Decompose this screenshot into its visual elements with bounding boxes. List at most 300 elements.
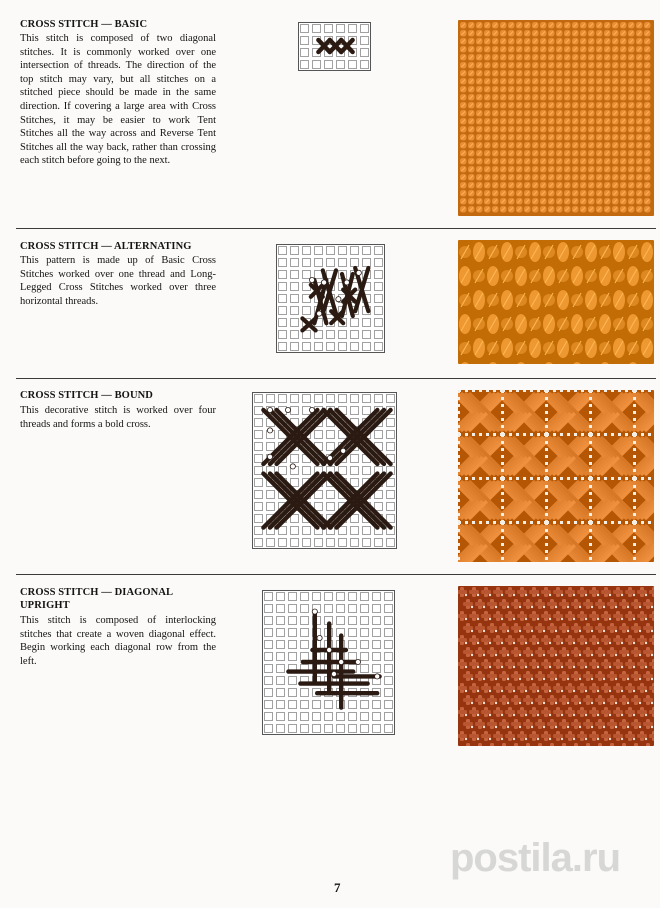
canvas-hole xyxy=(579,726,581,728)
canvas-hole xyxy=(585,594,587,596)
canvas-hole xyxy=(574,477,577,480)
canvas-hole xyxy=(589,390,592,393)
stitch-strand xyxy=(529,614,539,618)
stitch-strand xyxy=(458,686,467,690)
canvas-hole xyxy=(604,521,607,524)
canvas-hole xyxy=(525,666,527,668)
canvas-hole xyxy=(545,425,548,428)
stitch-strand xyxy=(493,638,503,642)
canvas-hole xyxy=(633,462,636,465)
canvas-hole xyxy=(589,478,592,481)
stitch-strand xyxy=(469,734,479,738)
canvas-hole xyxy=(621,618,623,620)
stitch-strand xyxy=(643,698,653,702)
canvas-hole xyxy=(509,521,512,524)
stitch-strand xyxy=(571,674,581,678)
canvas-hole xyxy=(597,714,599,716)
canvas-hole xyxy=(615,654,617,656)
stitch-strand xyxy=(583,698,593,702)
canvas-hole xyxy=(458,441,460,444)
stitch-strand xyxy=(541,686,551,690)
canvas-hole xyxy=(545,536,548,539)
canvas-hole xyxy=(458,411,460,414)
canvas-hole xyxy=(581,521,584,524)
stitch-strand xyxy=(619,650,629,654)
canvas-hole xyxy=(489,690,491,692)
canvas-hole xyxy=(545,448,548,451)
canvas-hole xyxy=(567,433,570,436)
stitch-strand xyxy=(487,626,497,630)
canvas-hole xyxy=(545,478,548,481)
canvas-hole xyxy=(625,477,628,480)
canvas-hole xyxy=(509,477,512,480)
stitch-strand xyxy=(535,602,545,606)
canvas-hole xyxy=(486,390,489,392)
stitch-strand xyxy=(499,674,509,678)
canvas-hole xyxy=(525,690,527,692)
stitch-strand xyxy=(541,734,551,738)
stitch-strand xyxy=(553,686,563,690)
stitch-strand xyxy=(493,590,503,594)
stitch-strand xyxy=(541,638,551,642)
canvas-hole xyxy=(545,513,548,516)
section-description: This decorative stitch is worked over four threads and forms a bold cross. xyxy=(20,405,216,430)
hole-marker xyxy=(336,297,341,302)
canvas-hole xyxy=(493,390,496,392)
canvas-hole xyxy=(611,477,614,480)
canvas-hole xyxy=(645,594,647,596)
stitch-strand xyxy=(469,614,479,618)
stitch-strand xyxy=(550,743,554,746)
canvas-hole xyxy=(585,618,587,620)
canvas-hole xyxy=(574,390,577,392)
canvas-hole xyxy=(609,594,611,596)
canvas-hole xyxy=(549,690,551,692)
stitch-strand xyxy=(595,650,605,654)
stitch-strand xyxy=(619,602,629,606)
canvas-hole xyxy=(477,690,479,692)
canvas-hole xyxy=(591,678,593,680)
canvas-hole xyxy=(493,433,496,436)
canvas-hole xyxy=(519,606,521,608)
canvas-hole xyxy=(458,455,460,458)
stitch-strand xyxy=(607,698,617,702)
stitch-strand xyxy=(526,743,530,746)
canvas-hole xyxy=(574,521,577,524)
section-description: This stitch is composed of interlocking stitches that create a woven diagonal effect. Begin working each diagonal row from the left. xyxy=(20,615,216,667)
canvas-hole xyxy=(589,469,592,472)
canvas-hole xyxy=(501,434,504,437)
hole-marker xyxy=(309,277,314,282)
stitch-strand xyxy=(490,743,494,746)
canvas-hole xyxy=(545,506,548,509)
stitch-strand xyxy=(517,662,527,666)
stitch-strand xyxy=(565,734,575,738)
canvas-hole xyxy=(597,642,599,644)
canvas-hole xyxy=(537,738,539,740)
stitch-strand xyxy=(523,626,533,630)
stitch-strand xyxy=(619,674,629,678)
canvas-hole xyxy=(545,397,548,400)
canvas-hole xyxy=(604,477,607,480)
canvas-hole xyxy=(479,433,482,436)
stitch-strand xyxy=(649,590,654,594)
stitch-strand xyxy=(631,698,641,702)
canvas-hole xyxy=(633,455,636,458)
canvas-hole xyxy=(561,738,563,740)
stitch-strand xyxy=(559,626,569,630)
canvas-hole xyxy=(501,492,504,495)
stitch-strand xyxy=(577,734,587,738)
canvas-hole xyxy=(589,448,592,451)
canvas-hole xyxy=(589,513,592,516)
canvas-hole xyxy=(525,594,527,596)
canvas-hole xyxy=(553,433,556,436)
stitch-strand xyxy=(553,614,563,618)
canvas-hole xyxy=(501,462,504,465)
canvas-hole xyxy=(465,738,467,740)
hole-marker xyxy=(285,407,290,412)
canvas-hole xyxy=(597,618,599,620)
stitch-strand xyxy=(505,590,515,594)
stitch-strand xyxy=(529,710,539,714)
canvas-hole xyxy=(573,618,575,620)
canvas-hole xyxy=(537,714,539,716)
canvas-hole xyxy=(545,418,548,421)
canvas-hole xyxy=(471,654,473,656)
canvas-hole xyxy=(609,618,611,620)
canvas-hole xyxy=(579,630,581,632)
stitch-strand xyxy=(571,698,581,702)
stitch-strand xyxy=(475,674,485,678)
canvas-hole xyxy=(495,726,497,728)
canvas-hole xyxy=(589,543,592,546)
canvas-hole xyxy=(509,390,512,392)
canvas-hole xyxy=(597,390,600,392)
stitch-strand xyxy=(613,734,623,738)
stitch-strand xyxy=(625,734,635,738)
canvas-hole xyxy=(633,550,636,553)
canvas-hole xyxy=(561,594,563,596)
stitch-strand xyxy=(547,602,557,606)
stitch-strand xyxy=(565,686,575,690)
canvas-hole xyxy=(545,441,548,444)
stitch-strand xyxy=(517,638,527,642)
canvas-hole xyxy=(523,390,526,392)
canvas-hole xyxy=(633,618,635,620)
stitch-strand xyxy=(511,674,521,678)
canvas-hole xyxy=(627,606,629,608)
canvas-hole xyxy=(621,594,623,596)
stitch-strand xyxy=(649,614,654,618)
canvas-hole xyxy=(633,536,636,539)
stitch-strand xyxy=(559,602,569,606)
canvas-hole xyxy=(641,390,644,392)
stitch-strand xyxy=(469,710,479,714)
stitch-strand xyxy=(649,638,654,642)
section-description: This stitch is composed of two diagonal stitches. It is commonly worked over one intersection of threads. The direction of the top stitch may vary, but all stitches on a stitched piece should be made in the same direction. If covering a large area with Cross Stitches, it may be easier to work Tent Stitches all the way across and Reverse Tent Stitches all the way back, rather than crossing each stitch before going to the next. xyxy=(20,33,216,167)
canvas-hole xyxy=(501,557,504,560)
stitch-strand xyxy=(559,722,569,726)
canvas-hole xyxy=(545,485,548,488)
canvas-hole xyxy=(603,702,605,704)
canvas-hole xyxy=(483,702,485,704)
canvas-hole xyxy=(458,543,460,546)
canvas-hole xyxy=(523,521,526,524)
canvas-hole xyxy=(519,726,521,728)
canvas-hole xyxy=(633,441,636,444)
stitch-strand xyxy=(505,638,515,642)
canvas-hole xyxy=(589,462,592,465)
canvas-hole xyxy=(567,606,569,608)
stitch-strand xyxy=(646,743,650,746)
canvas-hole xyxy=(501,618,503,620)
canvas-hole xyxy=(603,654,605,656)
stitch-strand xyxy=(589,614,599,618)
stitch-strand xyxy=(499,626,509,630)
canvas-hole xyxy=(648,477,651,480)
stitch-strand xyxy=(637,734,647,738)
canvas-hole xyxy=(545,469,548,472)
canvas-hole xyxy=(458,513,460,516)
stitch-strand xyxy=(493,662,503,666)
canvas-hole xyxy=(573,594,575,596)
stitch-strand xyxy=(595,674,605,678)
canvas-hole xyxy=(603,606,605,608)
stitch-strand xyxy=(511,626,521,630)
canvas-hole xyxy=(639,606,641,608)
canvas-hole xyxy=(589,492,592,495)
canvas-hole xyxy=(507,726,509,728)
stitch-strand xyxy=(541,662,551,666)
canvas-hole xyxy=(489,714,491,716)
canvas-hole xyxy=(501,478,504,481)
canvas-hole xyxy=(585,642,587,644)
stitch-strand xyxy=(589,734,599,738)
canvas-hole xyxy=(465,477,468,480)
canvas-hole xyxy=(589,441,592,444)
canvas-hole xyxy=(545,550,548,553)
canvas-hole xyxy=(604,433,607,436)
canvas-hole xyxy=(633,411,636,414)
stitch-strand xyxy=(637,638,647,642)
canvas-hole xyxy=(615,702,617,704)
hole-marker xyxy=(331,671,336,676)
stitch-strand xyxy=(547,650,557,654)
stitch-strand xyxy=(463,722,473,726)
canvas-hole xyxy=(609,738,611,740)
stitch-strand xyxy=(475,626,485,630)
stitch-strand xyxy=(505,734,515,738)
canvas-hole xyxy=(530,433,533,436)
canvas-hole xyxy=(589,404,592,407)
stitch-strand xyxy=(565,662,575,666)
stitch-strand xyxy=(607,626,617,630)
canvas-hole xyxy=(560,433,563,436)
stitch-strand xyxy=(571,626,581,630)
canvas-hole xyxy=(591,702,593,704)
canvas-hole xyxy=(458,557,460,560)
canvas-hole xyxy=(531,654,533,656)
stitch-strand xyxy=(481,686,491,690)
canvas-hole xyxy=(621,666,623,668)
canvas-hole xyxy=(627,630,629,632)
canvas-hole xyxy=(537,642,539,644)
stitch-strand xyxy=(577,590,587,594)
stitch-strand xyxy=(523,722,533,726)
canvas-hole xyxy=(633,690,635,692)
canvas-hole xyxy=(549,642,551,644)
stitch-strand xyxy=(478,743,482,746)
canvas-hole xyxy=(501,418,504,421)
section-title: CROSS STITCH — BOUND xyxy=(20,390,153,401)
canvas-hole xyxy=(633,557,636,560)
canvas-hole xyxy=(489,738,491,740)
stitch-strand xyxy=(643,722,653,726)
canvas-hole xyxy=(513,594,515,596)
canvas-hole xyxy=(589,529,592,532)
canvas-hole xyxy=(537,477,540,480)
canvas-hole xyxy=(591,726,593,728)
canvas-hole xyxy=(465,690,467,692)
stitch-strand xyxy=(571,602,581,606)
canvas-hole xyxy=(479,521,482,524)
canvas-hole xyxy=(477,738,479,740)
canvas-hole xyxy=(553,390,556,392)
canvas-hole xyxy=(519,630,521,632)
canvas-hole xyxy=(501,594,503,596)
canvas-hole xyxy=(609,690,611,692)
stitch-strand xyxy=(589,590,599,594)
canvas-hole xyxy=(513,714,515,716)
section-title: CROSS STITCH — BASIC xyxy=(20,19,148,30)
stitch-strand xyxy=(553,662,563,666)
canvas-hole xyxy=(513,690,515,692)
canvas-hole xyxy=(501,513,504,516)
canvas-hole xyxy=(501,485,504,488)
hole-marker xyxy=(312,609,317,614)
hole-marker xyxy=(267,428,272,433)
stitch-strand xyxy=(553,710,563,714)
canvas-hole xyxy=(545,543,548,546)
canvas-hole xyxy=(560,477,563,480)
canvas-hole xyxy=(501,390,504,393)
canvas-hole xyxy=(486,433,489,436)
canvas-hole xyxy=(501,550,504,553)
canvas-hole xyxy=(651,678,653,680)
canvas-hole xyxy=(615,678,617,680)
stitch-strand xyxy=(625,614,635,618)
stitch-strand xyxy=(493,734,503,738)
canvas-hole xyxy=(458,390,460,393)
stitch-strand xyxy=(511,722,521,726)
stitch-strand xyxy=(598,743,602,746)
canvas-hole xyxy=(545,557,548,560)
stitch-strand xyxy=(517,734,527,738)
stitch-strand xyxy=(481,614,491,618)
stitch-strand xyxy=(541,614,551,618)
canvas-hole xyxy=(549,618,551,620)
canvas-hole xyxy=(627,654,629,656)
canvas-hole xyxy=(573,666,575,668)
canvas-hole xyxy=(597,690,599,692)
canvas-hole xyxy=(633,418,636,421)
canvas-hole xyxy=(589,418,592,421)
stitch-strand xyxy=(571,650,581,654)
canvas-hole xyxy=(553,521,556,524)
stitch-strand xyxy=(535,674,545,678)
stitch-strand xyxy=(538,743,542,746)
canvas-hole xyxy=(493,477,496,480)
section-divider xyxy=(16,574,656,575)
stitch-strand xyxy=(595,722,605,726)
stitch-strand xyxy=(523,674,533,678)
stitch-strand xyxy=(466,743,470,746)
canvas-hole xyxy=(639,678,641,680)
stitch-strand xyxy=(529,662,539,666)
canvas-hole xyxy=(561,618,563,620)
canvas-hole xyxy=(483,606,485,608)
canvas-hole xyxy=(489,642,491,644)
stitch-strand xyxy=(458,662,467,666)
canvas-hole xyxy=(465,594,467,596)
canvas-hole xyxy=(483,654,485,656)
canvas-hole xyxy=(501,522,504,525)
stitch-strand xyxy=(637,686,647,690)
canvas-hole xyxy=(625,433,628,436)
canvas-hole xyxy=(561,690,563,692)
stitch-photo-diagonal-upright xyxy=(458,586,654,746)
hole-marker xyxy=(327,455,332,460)
canvas-hole xyxy=(639,726,641,728)
stitch-strand xyxy=(505,710,515,714)
canvas-hole xyxy=(549,594,551,596)
canvas-hole xyxy=(501,666,503,668)
stitch-strand xyxy=(643,650,653,654)
canvas-hole xyxy=(633,492,636,495)
hole-marker xyxy=(344,280,349,285)
stitch-strand xyxy=(571,722,581,726)
canvas-hole xyxy=(530,390,533,392)
canvas-hole xyxy=(465,390,468,392)
canvas-hole xyxy=(495,606,497,608)
canvas-hole xyxy=(501,469,504,472)
stitch-strand xyxy=(595,602,605,606)
stitch-strand xyxy=(458,614,467,618)
canvas-hole xyxy=(501,690,503,692)
canvas-hole xyxy=(501,411,504,414)
canvas-hole xyxy=(589,557,592,560)
canvas-hole xyxy=(525,618,527,620)
canvas-hole xyxy=(633,485,636,488)
canvas-hole xyxy=(531,726,533,728)
canvas-hole xyxy=(507,654,509,656)
canvas-hole xyxy=(597,738,599,740)
hole-marker xyxy=(356,270,361,275)
canvas-hole xyxy=(567,521,570,524)
canvas-hole xyxy=(639,702,641,704)
stitch-diagram-basic xyxy=(298,22,376,82)
stitch-strand xyxy=(625,662,635,666)
canvas-hole xyxy=(483,678,485,680)
stitch-strand xyxy=(649,710,654,714)
canvas-hole xyxy=(555,726,557,728)
stitch-strand xyxy=(613,662,623,666)
canvas-hole xyxy=(545,411,548,414)
canvas-hole xyxy=(525,714,527,716)
canvas-hole xyxy=(645,714,647,716)
canvas-hole xyxy=(579,606,581,608)
